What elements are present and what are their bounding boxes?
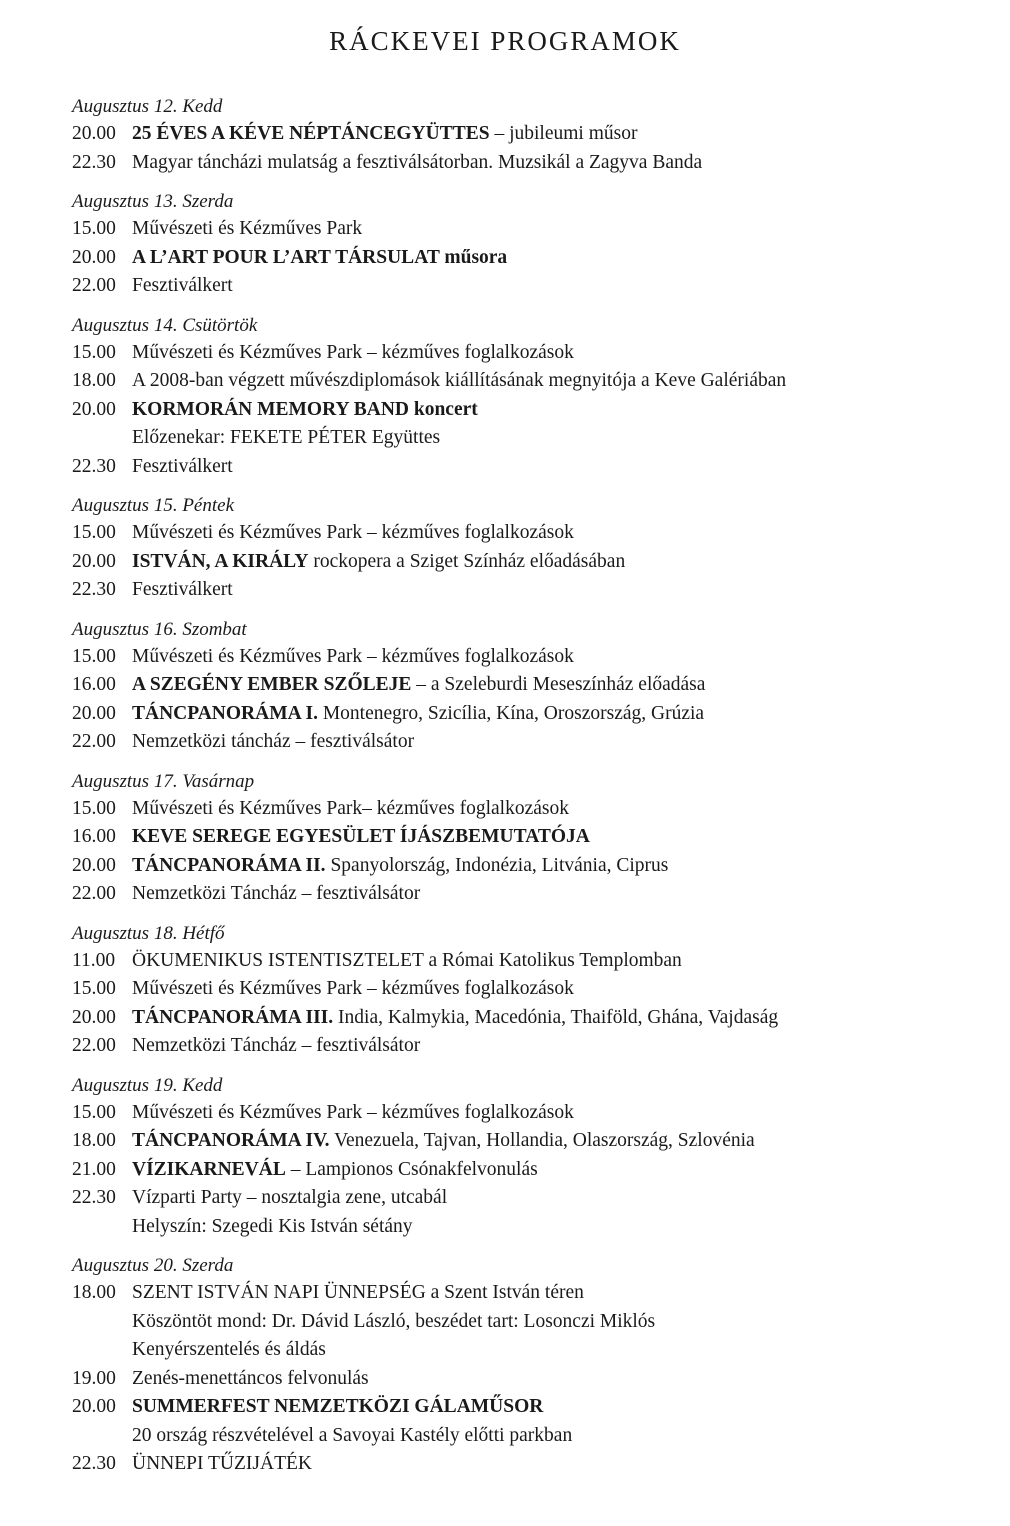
event-row: [72, 367, 992, 396]
event-row: [72, 519, 992, 548]
event-row: [72, 643, 992, 672]
event-time: 15.00: [72, 645, 116, 667]
event-time: 15.00: [72, 978, 116, 999]
event-row: [72, 671, 992, 700]
day-label: Augusztus 13. Szerda: [72, 191, 234, 212]
event-row: [72, 880, 992, 909]
event-time: 16.00: [72, 674, 116, 695]
event-time: 18.00: [72, 1282, 116, 1303]
event-time: 15.00: [72, 341, 116, 363]
event-title: A SZEGÉNY EMBER SZŐLEJE: [132, 674, 412, 695]
event-row: [72, 795, 992, 824]
event-title: TÁNCPANORÁMA II.: [132, 854, 326, 876]
event-title: KORMORÁN MEMORY BAND koncert: [132, 398, 478, 420]
event-description: – Lampionos Csónakfelvonulás: [285, 1158, 538, 1180]
event-time: 20.00: [72, 702, 116, 724]
event-description: Művészeti és Kézműves Park– kézműves foglalkozások: [132, 797, 569, 819]
day-label: Augusztus 17. Vasárnap: [72, 770, 255, 792]
event-description: Vízparti Party – nosztalgia zene, utcabál: [132, 1187, 448, 1208]
day-label: Augusztus 16. Szombat: [72, 618, 247, 640]
event-title: TÁNCPANORÁMA IV.: [132, 1130, 330, 1151]
program-list: [72, 94, 992, 1491]
event-row: [72, 700, 992, 729]
event-time: 18.00: [72, 370, 116, 391]
event-time: 22.30: [72, 579, 116, 600]
event-row: [72, 1450, 992, 1479]
event-description: Művészeti és Kézműves Park: [132, 218, 363, 239]
event-time: 15.00: [72, 218, 116, 239]
event-row: [72, 1004, 992, 1033]
day-label: Augusztus 18. Hétfő: [72, 922, 225, 944]
event-time: 21.00: [72, 1158, 116, 1180]
event-description: Fesztiválkert: [132, 275, 233, 296]
event-row: [72, 149, 992, 178]
event-time: 22.30: [72, 1453, 116, 1474]
event-row: [72, 453, 992, 482]
event-description: – jubileumi műsor: [489, 123, 638, 144]
event-time: 22.00: [72, 731, 116, 752]
event-row: [72, 728, 992, 757]
event-description: Nemzetközi Táncház – fesztiválsátor: [132, 1035, 421, 1056]
day-section: [72, 493, 992, 605]
event-row: [72, 1127, 992, 1156]
event-title: A L’ART POUR L’ART TÁRSULAT műsora: [132, 246, 508, 268]
day-section: [72, 921, 992, 1061]
event-description: ÜNNEPI TŰZIJÁTÉK: [132, 1453, 312, 1474]
event-detail: Kenyérszentelés és áldás: [132, 1339, 326, 1360]
event-description: Művészeti és Kézműves Park – kézműves foglalkozások: [132, 341, 574, 363]
event-row: [72, 1099, 992, 1128]
day-section: [72, 94, 992, 177]
event-detail: Helyszín: Szegedi Kis István sétány: [132, 1215, 413, 1237]
event-detail: Köszöntöt mond: Dr. Dávid László, beszédet tart: Losonczi Miklós: [132, 1310, 656, 1332]
event-time: 15.00: [72, 797, 116, 819]
event-description: Fesztiválkert: [132, 455, 233, 477]
event-description: Venezuela, Tajvan, Hollandia, Olaszország, Szlovénia: [329, 1130, 755, 1151]
event-row: [72, 244, 992, 273]
event-row: [72, 215, 992, 244]
event-description: rockopera a Sziget Színház előadásában: [308, 550, 626, 572]
event-description: India, Kalmykia, Macedónia, Thaiföld, Ghána, Vajdaság: [333, 1006, 779, 1028]
event-title: VÍZIKARNEVÁL: [132, 1158, 286, 1180]
event-time: 22.00: [72, 883, 116, 904]
event-title: SUMMERFEST NEMZETKÖZI GÁLAMŰSOR: [132, 1396, 544, 1417]
event-title: KEVE SEREGE EGYESÜLET ÍJÁSZBEMUTATÓJA: [132, 826, 590, 847]
event-row: [72, 1365, 992, 1394]
event-detail: Előzenekar: FEKETE PÉTER Együttes: [132, 427, 441, 448]
day-section: [72, 617, 992, 757]
event-detail: 20 ország részvételével a Savoyai Kastély előtti parkban: [132, 1424, 573, 1446]
event-row: [72, 120, 992, 149]
day-label: Augusztus 15. Péntek: [72, 495, 235, 516]
day-label: Augusztus 14. Csütörtök: [72, 314, 258, 336]
event-time: 22.00: [72, 1035, 116, 1056]
day-section: [72, 769, 992, 909]
event-description: – a Szeleburdi Meseszínház előadása: [411, 674, 706, 695]
event-description: Nemzetközi Táncház – fesztiválsátor: [132, 883, 421, 904]
event-title: TÁNCPANORÁMA I.: [132, 702, 318, 724]
page-title: RÁCKEVEI PROGRAMOK: [329, 26, 681, 56]
event-row: [72, 1279, 992, 1308]
event-title: 25 ÉVES A KÉVE NÉPTÁNCEGYÜTTES: [132, 123, 490, 144]
day-section: [72, 1073, 992, 1242]
day-section: [72, 313, 992, 482]
event-row: [72, 1032, 992, 1061]
event-time: 20.00: [72, 123, 116, 144]
event-row: [72, 823, 992, 852]
event-description: Fesztiválkert: [132, 579, 233, 600]
day-section: [72, 1253, 992, 1479]
event-description: Zenés-menettáncos felvonulás: [132, 1367, 369, 1389]
event-time: 22.00: [72, 275, 116, 296]
event-row: [72, 396, 992, 425]
day-section: [72, 189, 992, 301]
event-time: 11.00: [72, 949, 116, 971]
event-description: Montenegro, Szicília, Kína, Oroszország, Grúzia: [317, 702, 705, 724]
event-time: 20.00: [72, 398, 116, 420]
event-row: [72, 548, 992, 577]
day-label: Augusztus 12. Kedd: [72, 96, 223, 117]
event-row: [72, 1184, 992, 1213]
event-time: 19.00: [72, 1367, 116, 1389]
event-description: Magyar táncházi mulatság a fesztiválsátorban. Muzsikál a Zagyva Banda: [132, 151, 703, 173]
day-label: Augusztus 20. Szerda: [72, 1255, 234, 1276]
event-row: [72, 576, 992, 605]
event-time: 22.30: [72, 455, 116, 477]
event-time: 16.00: [72, 826, 116, 847]
event-row: [72, 852, 992, 881]
event-row: [72, 272, 992, 301]
event-time: 22.30: [72, 1187, 116, 1208]
event-description: Művészeti és Kézműves Park – kézműves foglalkozások: [132, 645, 574, 667]
event-description: Művészeti és Kézműves Park – kézműves foglalkozások: [132, 522, 574, 543]
event-description: Művészeti és Kézműves Park – kézműves foglalkozások: [132, 978, 574, 999]
event-row: [72, 947, 992, 976]
event-time: 20.00: [72, 246, 116, 268]
event-description: Nemzetközi táncház – fesztiválsátor: [132, 731, 415, 752]
event-description: Művészeti és Kézműves Park – kézműves foglalkozások: [132, 1101, 574, 1123]
event-time: 22.30: [72, 151, 116, 173]
event-row: [72, 339, 992, 368]
event-description: SZENT ISTVÁN NAPI ÜNNEPSÉG a Szent István téren: [132, 1282, 584, 1303]
event-description: Spanyolország, Indonézia, Litvánia, Ciprus: [325, 854, 669, 876]
event-time: 20.00: [72, 1396, 116, 1417]
day-label: Augusztus 19. Kedd: [72, 1074, 223, 1096]
event-row: [72, 1156, 992, 1185]
event-description: A 2008-ban végzett művészdiplomások kiállításának megnyitója a Keve Galériában: [132, 370, 787, 391]
event-title: ISTVÁN, A KIRÁLY: [132, 550, 309, 572]
event-time: 15.00: [72, 522, 116, 543]
event-time: 20.00: [72, 550, 116, 572]
event-description: ÖKUMENIKUS ISTENTISZTELET a Római Katolikus Templomban: [132, 949, 682, 971]
event-row: [72, 1393, 992, 1422]
event-title: TÁNCPANORÁMA III.: [132, 1006, 334, 1028]
event-time: 15.00: [72, 1101, 116, 1123]
event-time: 20.00: [72, 1006, 116, 1028]
event-time: 20.00: [72, 854, 116, 876]
event-time: 18.00: [72, 1130, 116, 1151]
event-row: [72, 975, 992, 1004]
